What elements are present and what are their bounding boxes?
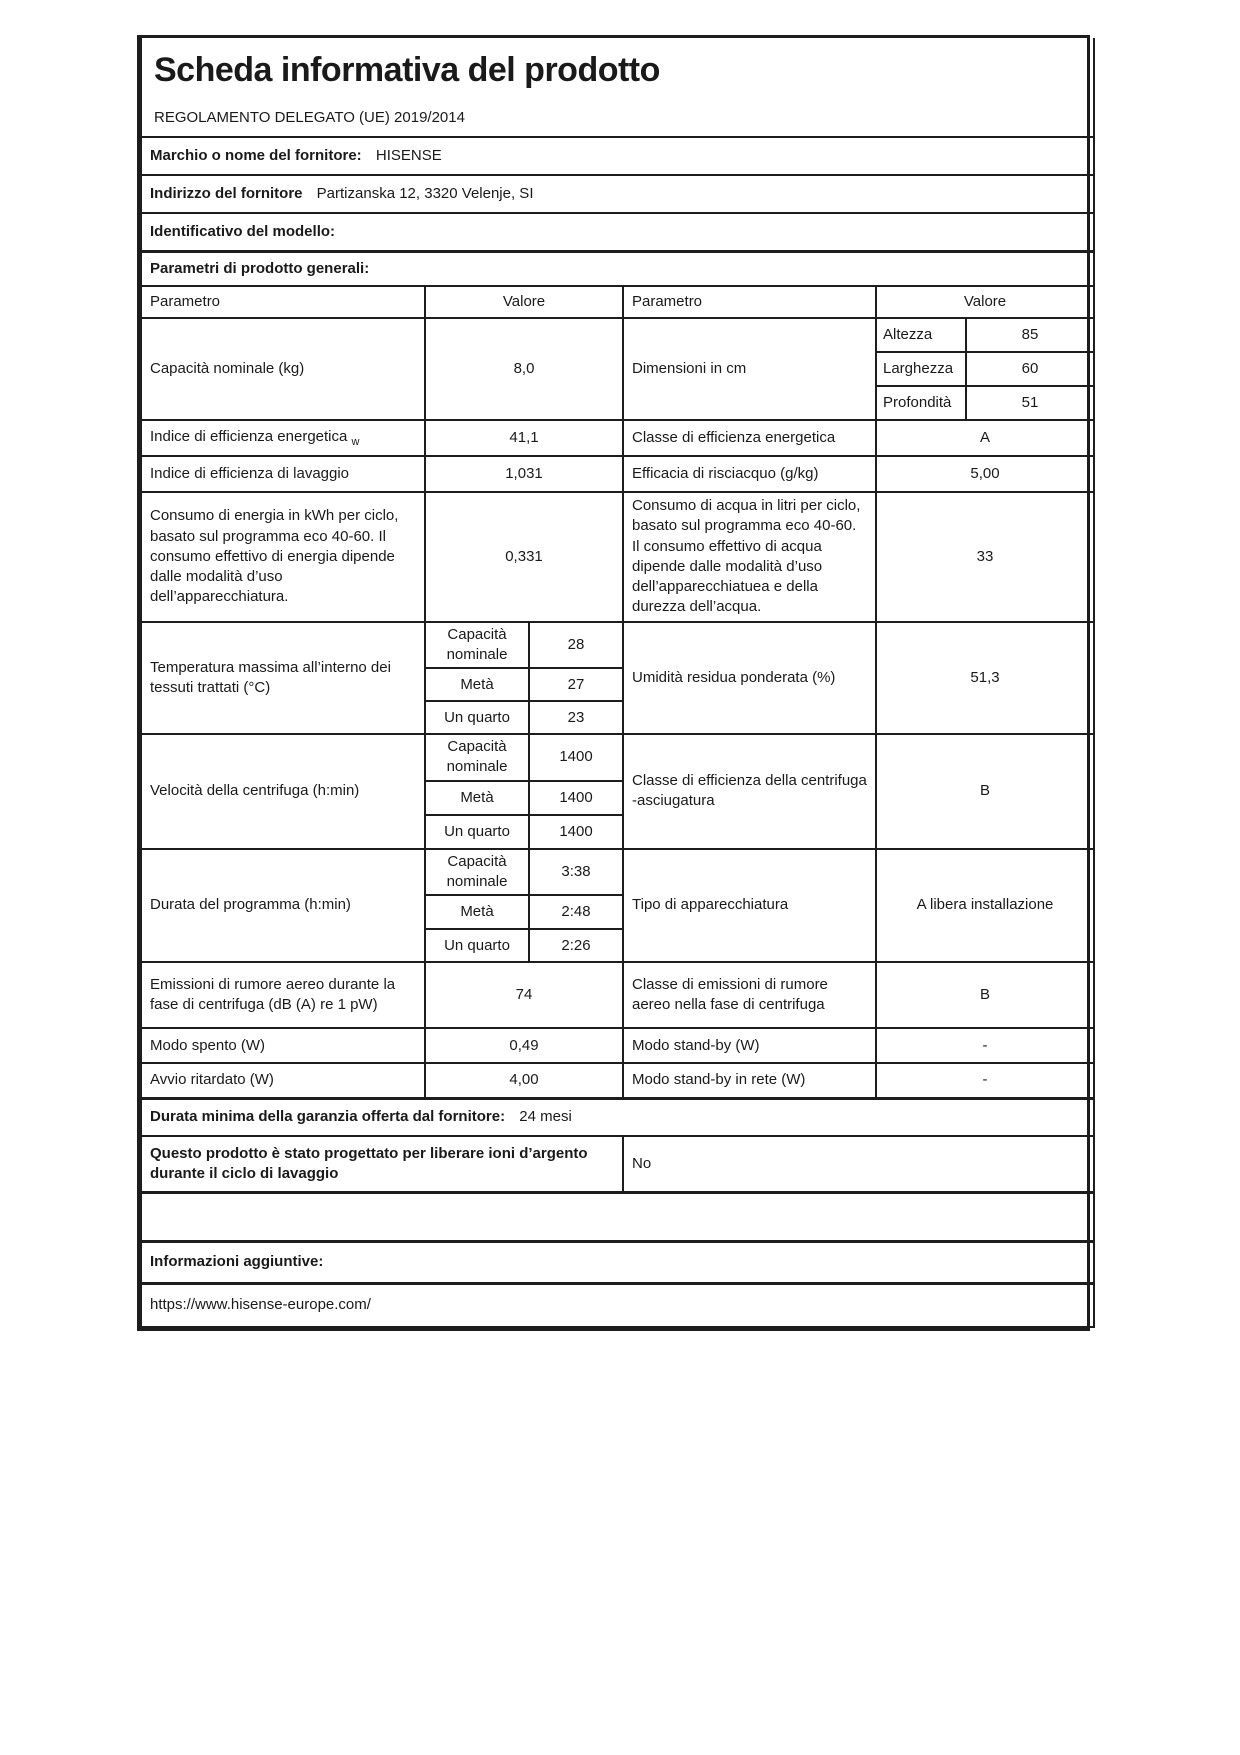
wash-index-value: 1,031 <box>425 456 623 492</box>
website-url: https://www.hisense-europe.com/ <box>141 1283 1094 1327</box>
dimension-height-label: Altezza <box>876 318 966 352</box>
general-params-row <box>141 251 1094 286</box>
dimension-height-value: 85 <box>966 318 1094 352</box>
appliance-type-value: A libera installazione <box>876 849 1094 963</box>
max-temp-nominal-value: 28 <box>529 622 623 669</box>
spin-speed-nominal-value: 1400 <box>529 734 623 781</box>
energy-index-value: 41,1 <box>425 420 623 456</box>
dimension-width-label: Larghezza <box>876 352 966 386</box>
spin-speed-quarter-label: Un quarto <box>425 815 529 849</box>
humidity-label: Umidità residua ponderata (%) <box>623 622 876 735</box>
duration-half-label: Metà <box>425 895 529 929</box>
networked-standby-label: Modo stand-by in rete (W) <box>623 1063 876 1098</box>
water-consumption-value: 33 <box>876 492 1094 622</box>
noise-value: 74 <box>425 962 623 1028</box>
max-temp-quarter-value: 23 <box>529 701 623 734</box>
off-mode-label: Modo spento (W) <box>141 1028 425 1063</box>
energy-class-label: Classe di efficienza energetica <box>623 420 876 456</box>
energy-class-value: A <box>876 420 1094 456</box>
energy-index-row <box>141 420 1094 456</box>
networked-standby-value: - <box>876 1063 1094 1098</box>
spin-class-value: B <box>876 734 1094 849</box>
spin-speed-nominal-label: Capacità nominale <box>425 734 529 781</box>
header-value-left: Valore <box>425 286 623 318</box>
supplier-address-row <box>141 175 1094 213</box>
duration-label: Durata del programma (h:min) <box>141 849 425 963</box>
spin-speed-half-value: 1400 <box>529 781 623 815</box>
energy-index-text: Indice di efficienza energetica <box>150 427 348 445</box>
title-row <box>141 38 1094 137</box>
noise-label: Emissioni di rumore aereo durante la fase di centrifuga (dB (A) re 1 pW) <box>141 962 425 1028</box>
energy-consumption-value: 0,331 <box>425 492 623 622</box>
rinse-label: Efficacia di risciacquo (g/kg) <box>623 456 876 492</box>
duration-nominal-label: Capacità nominale <box>425 849 529 896</box>
water-consumption-label: Consumo di acqua in litri per ciclo, basato sul programma eco 40-60. Il consumo effettivo di acqua dipende dalle modalità d’uso dell’apparecchiatuea e della durezza dell’acqua. <box>623 492 876 622</box>
duration-nominal-value: 3:38 <box>529 849 623 896</box>
spin-speed-label: Velocità della centrifuga (h:min) <box>141 734 425 849</box>
energy-index-label <box>141 420 425 456</box>
supplier-brand-value: HISENSE <box>375 147 442 165</box>
model-identifier-row <box>141 213 1094 251</box>
duration-quarter-label: Un quarto <box>425 929 529 962</box>
table-header-row <box>141 286 1094 318</box>
dimension-depth-label: Profondità <box>876 386 966 420</box>
duration-quarter-value: 2:26 <box>529 929 623 962</box>
page-title: Scheda informativa del prodotto <box>154 51 660 89</box>
silver-ions-row <box>141 1136 1094 1192</box>
regulation-subtitle: REGOLAMENTO DELEGATO (UE) 2019/2014 <box>154 108 465 126</box>
wash-index-row <box>141 456 1094 492</box>
dimension-width-value: 60 <box>966 352 1094 386</box>
warranty-label: Durata minima della garanzia offerta dal fornitore: <box>150 1108 506 1126</box>
capacity-value: 8,0 <box>425 318 623 420</box>
duration-half-value: 2:48 <box>529 895 623 929</box>
supplier-brand-row <box>141 137 1094 175</box>
energy-consumption-label: Consumo di energia in kWh per ciclo, basato sul programma eco 40-60. Il consumo effettivo di energia dipende dalle modalità d’uso dell’apparecchiatura. <box>141 492 425 622</box>
spin-class-label: Classe di efficienza della centrifuga -asciugatura <box>623 734 876 849</box>
wash-index-label: Indice di efficienza di lavaggio <box>141 456 425 492</box>
header-value-right: Valore <box>876 286 1094 318</box>
max-temp-half-label: Metà <box>425 668 529 701</box>
max-temp-half-value: 27 <box>529 668 623 701</box>
additional-info-label: Informazioni aggiuntive: <box>141 1241 1094 1283</box>
spin-speed-row <box>141 734 1094 781</box>
silver-ions-value: No <box>623 1136 1094 1192</box>
noise-row <box>141 962 1094 1028</box>
spin-speed-half-label: Metà <box>425 781 529 815</box>
energy-index-subscript: w <box>351 435 360 448</box>
supplier-address-value: Partizanska 12, 3320 Velenje, SI <box>316 185 534 203</box>
delayed-start-row <box>141 1063 1094 1098</box>
header-param-right: Parametro <box>623 286 876 318</box>
additional-info-row <box>141 1241 1094 1283</box>
spin-speed-quarter-value: 1400 <box>529 815 623 849</box>
capacity-label: Capacità nominale (kg) <box>141 318 425 420</box>
delayed-start-value: 4,00 <box>425 1063 623 1098</box>
max-temp-row <box>141 622 1094 669</box>
model-identifier-label: Identificativo del modello: <box>141 213 1094 251</box>
appliance-type-label: Tipo di apparecchiatura <box>623 849 876 963</box>
capacity-dimensions-row <box>141 318 1094 352</box>
spacer-row <box>141 1192 1094 1241</box>
noise-class-value: B <box>876 962 1094 1028</box>
duration-row <box>141 849 1094 896</box>
rinse-value: 5,00 <box>876 456 1094 492</box>
general-params-label: Parametri di prodotto generali: <box>141 251 1094 286</box>
silver-ions-label: Questo prodotto è stato progettato per liberare ioni d’argento durante il ciclo di lavaggio <box>141 1136 623 1192</box>
max-temp-quarter-label: Un quarto <box>425 701 529 734</box>
off-mode-value: 0,49 <box>425 1028 623 1063</box>
supplier-address-label: Indirizzo del fornitore <box>150 185 303 203</box>
consumption-row <box>141 492 1094 622</box>
noise-class-label: Classe di emissioni di rumore aereo nella fase di centrifuga <box>623 962 876 1028</box>
standby-label: Modo stand-by (W) <box>623 1028 876 1063</box>
product-sheet-table <box>140 38 1095 1328</box>
header-param-left: Parametro <box>141 286 425 318</box>
standby-value: - <box>876 1028 1094 1063</box>
supplier-brand-label: Marchio o nome del fornitore: <box>150 147 362 165</box>
humidity-value: 51,3 <box>876 622 1094 735</box>
website-row <box>141 1283 1094 1327</box>
off-mode-row <box>141 1028 1094 1063</box>
dimension-depth-value: 51 <box>966 386 1094 420</box>
product-information-sheet <box>137 35 1090 1331</box>
max-temp-nominal-label: Capacità nominale <box>425 622 529 669</box>
dimensions-label: Dimensioni in cm <box>623 318 876 420</box>
warranty-row <box>141 1098 1094 1136</box>
max-temp-label: Temperatura massima all’interno dei tessuti trattati (°C) <box>141 622 425 735</box>
delayed-start-label: Avvio ritardato (W) <box>141 1063 425 1098</box>
warranty-value: 24 mesi <box>519 1108 572 1126</box>
